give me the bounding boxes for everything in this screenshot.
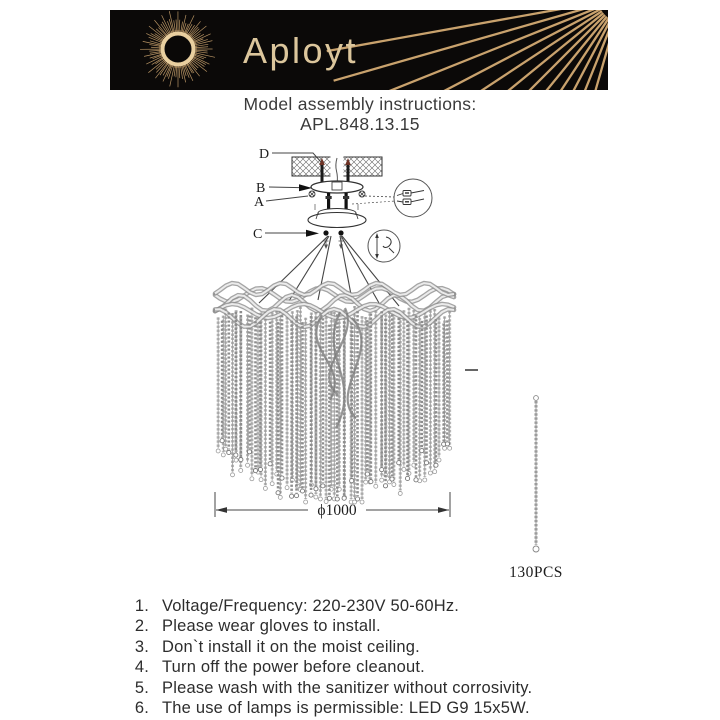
instruction-number: 6. bbox=[134, 699, 149, 718]
instruction-item bbox=[112, 657, 632, 677]
instruction-number: 5. bbox=[134, 678, 149, 697]
sample-strand bbox=[533, 396, 539, 552]
instruction-number: 2. bbox=[134, 617, 149, 636]
sample-count-text: 130PCS bbox=[509, 564, 563, 581]
label-d: D bbox=[259, 147, 270, 162]
instruction-list bbox=[112, 596, 632, 718]
instruction-item bbox=[112, 678, 632, 698]
ceiling-hatch bbox=[292, 156, 382, 185]
instruction-item bbox=[112, 637, 632, 657]
instruction-text: The use of lamps is permissible: LED G9 15x5W. bbox=[162, 699, 530, 718]
instruction-item bbox=[112, 596, 632, 616]
model-number: APL.848.13.15 bbox=[300, 114, 420, 134]
instruction-text: Please wash with the sanitizer without corrosivity. bbox=[162, 678, 533, 697]
label-b: B bbox=[256, 181, 266, 196]
instruction-text: Turn off the power before cleanout. bbox=[162, 658, 425, 677]
assembly-title: Model assembly instructions: bbox=[243, 94, 477, 114]
instruction-number: 3. bbox=[134, 637, 149, 656]
instruction-text: Please wear gloves to install. bbox=[162, 617, 381, 636]
connector-callout bbox=[352, 179, 432, 217]
hook-callout bbox=[368, 230, 400, 262]
label-a: A bbox=[254, 195, 265, 210]
instruction-text: Don`t install it on the moist ceiling. bbox=[162, 637, 420, 656]
brand-name: Aployt bbox=[243, 30, 359, 71]
instruction-number: 1. bbox=[134, 597, 149, 615]
instruction-item bbox=[112, 616, 632, 636]
label-c: C bbox=[253, 227, 263, 242]
canopy bbox=[308, 209, 366, 228]
instruction-item bbox=[112, 698, 632, 718]
instruction-number: 4. bbox=[134, 658, 149, 677]
dimension-text: ϕ1000 bbox=[317, 502, 357, 519]
instruction-text: Voltage/Frequency: 220-230V 50-60Hz. bbox=[162, 597, 460, 615]
